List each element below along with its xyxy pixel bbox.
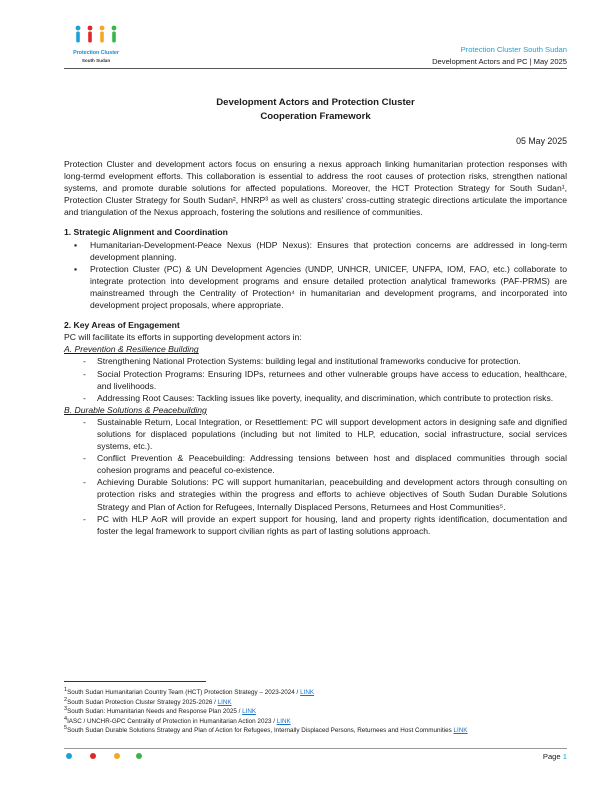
footnote: $^4$IASC / UNCHR-GPC Centrality of Protection in Humanitarian Action 2023 / LINK bbox=[64, 715, 291, 725]
footnote: $^3$South Sudan: Humanitarian Needs and Response Plan 2025 / LINK bbox=[64, 705, 257, 715]
list-item: - Strengthening National Protection Systems: building legal and institutional frameworks conducive for protection. bbox=[83, 356, 521, 367]
bullet-item: ▪ Protection Cluster (PC) & UN Development Agencies (UNDP, UNHCR, UNICEF, UNFPA, IOM, FAO, etc.) collaborate to integrate protection into development programs and ensure detailed protection analytical frameworks (PAF-PRMS) are mainstreamed through the Centrality of Protection⁴ in humanitarian and development programs, and incorporated into development project proposals, where appropriate. bbox=[74, 263, 567, 311]
footnote-link[interactable]: LINK bbox=[453, 727, 468, 734]
footnote-divider bbox=[64, 681, 206, 682]
footnote: $^1$South Sudan Humanitarian Country Team (HCT) Protection Strategy – 2023-2024 / LINK bbox=[64, 686, 315, 696]
document-date: 05 May 2025 bbox=[516, 136, 567, 146]
list-item: - Sustainable Return, Local Integration, or Resettlement: PC will support development actors in designing safe and dignified solutions for displaced populations (including but not limited to HLP, education, social infrastructure, social services systems, etc.). bbox=[83, 416, 567, 452]
document-body bbox=[64, 158, 567, 537]
document-title: Development Actors and Protection Cluster bbox=[216, 97, 415, 108]
logo-text-line1: Protection Cluster bbox=[73, 50, 119, 56]
document-subtitle: Cooperation Framework bbox=[260, 111, 371, 122]
section-2-heading: 2. Key Areas of Engagement bbox=[64, 320, 180, 331]
list-item: - Addressing Root Causes: Tackling issues like poverty, inequality, and discrimination, which contribute to protection risks. bbox=[83, 392, 554, 403]
footnote-link[interactable]: LINK bbox=[300, 689, 315, 696]
footnote: $^2$South Sudan Protection Cluster Strategy 2025-2026 / LINK bbox=[64, 696, 232, 706]
header-divider bbox=[64, 68, 567, 69]
section-2-lead: PC will facilitate its efforts in supporting development actors in: bbox=[64, 332, 302, 343]
header-subtitle: Development Actors and PC | May 2025 bbox=[432, 57, 567, 66]
subsection-a-list bbox=[64, 355, 567, 403]
footnote: $^5$South Sudan Durable Solutions Strategy and Plan of Action for Refugees, Internally Displaced Persons, Returnees and Host Communities LINK bbox=[64, 724, 468, 734]
intro-paragraph: Protection Cluster and development actors focus on ensuring a nexus approach linking humanitarian protection responses with long-termd evelopment efforts. This collaboration is essential to address the root causes of protection risks, strengthen national systems, and promote durable solutions for affected populations. Moreover, the HCT Protection Strategy for South Sudan¹, Protection Cluster Strategy for South Sudan², HNRP³ as well as clusters' cross-cutting strategic directions articulate the importance and triangulation of the Nexus approach, fostering the solutions and resilience of communities. bbox=[64, 159, 567, 218]
people-figures-icon bbox=[70, 24, 122, 44]
bullet-item: ▪ Humanitarian-Development-Peace Nexus (HDP Nexus): Ensures that protection concerns are addressed in long-term development planning. bbox=[74, 239, 567, 262]
list-item: - Conflict Prevention & Peacebuilding: Addressing tensions between host and displaced communities through social cohesion programs and peaceful co-existence. bbox=[83, 453, 567, 476]
footnote-link[interactable]: LINK bbox=[276, 717, 291, 725]
subsection-b-title: B. Durable Solutions & Peacebuilding bbox=[64, 404, 207, 415]
orange-dot-icon bbox=[114, 753, 120, 759]
footnote-link[interactable]: LINK bbox=[242, 708, 257, 715]
footer-divider bbox=[64, 748, 567, 749]
protection-cluster-logo bbox=[64, 24, 128, 70]
subsection-b-list bbox=[64, 416, 567, 537]
page-number: Page 1 bbox=[542, 752, 567, 761]
green-dot-icon bbox=[136, 753, 142, 759]
footnote-link[interactable]: LINK bbox=[217, 698, 232, 706]
list-item: - Achieving Durable Solutions: PC will support humanitarian, peacebuilding and development actors through consulting on protection risks and strategies within the progress and efforts to achieve objectives of South Sudan Durable Solutions Strategy and Plan of Action for Refugees, Internally Displaced Persons, Returnees and Host Communities⁵. bbox=[83, 477, 567, 512]
header-org-name: Protection Cluster South Sudan bbox=[460, 45, 567, 54]
section-1-bullets bbox=[64, 239, 567, 312]
subsection-a-title: A. Prevention & Resilience Building bbox=[64, 344, 199, 355]
footer-color-dots-icon bbox=[66, 753, 146, 763]
blue-dot-icon bbox=[66, 753, 72, 759]
logo-text-line2: South Sudan bbox=[81, 58, 111, 63]
list-item: - Social Protection Programs: Ensuring IDPs, returnees and other vulnerable groups have access to education, healthcare, and livelihoods. bbox=[83, 368, 567, 391]
list-item: - PC with HLP AoR will provide an expert support for housing, land and property rights identification, documentation and foster the legal framework to support civilian rights as part of lasting solutions approach. bbox=[83, 513, 567, 536]
footnotes bbox=[64, 688, 567, 736]
section-1-heading: 1. Strategic Alignment and Coordination bbox=[64, 227, 228, 238]
red-dot-icon bbox=[90, 753, 96, 759]
